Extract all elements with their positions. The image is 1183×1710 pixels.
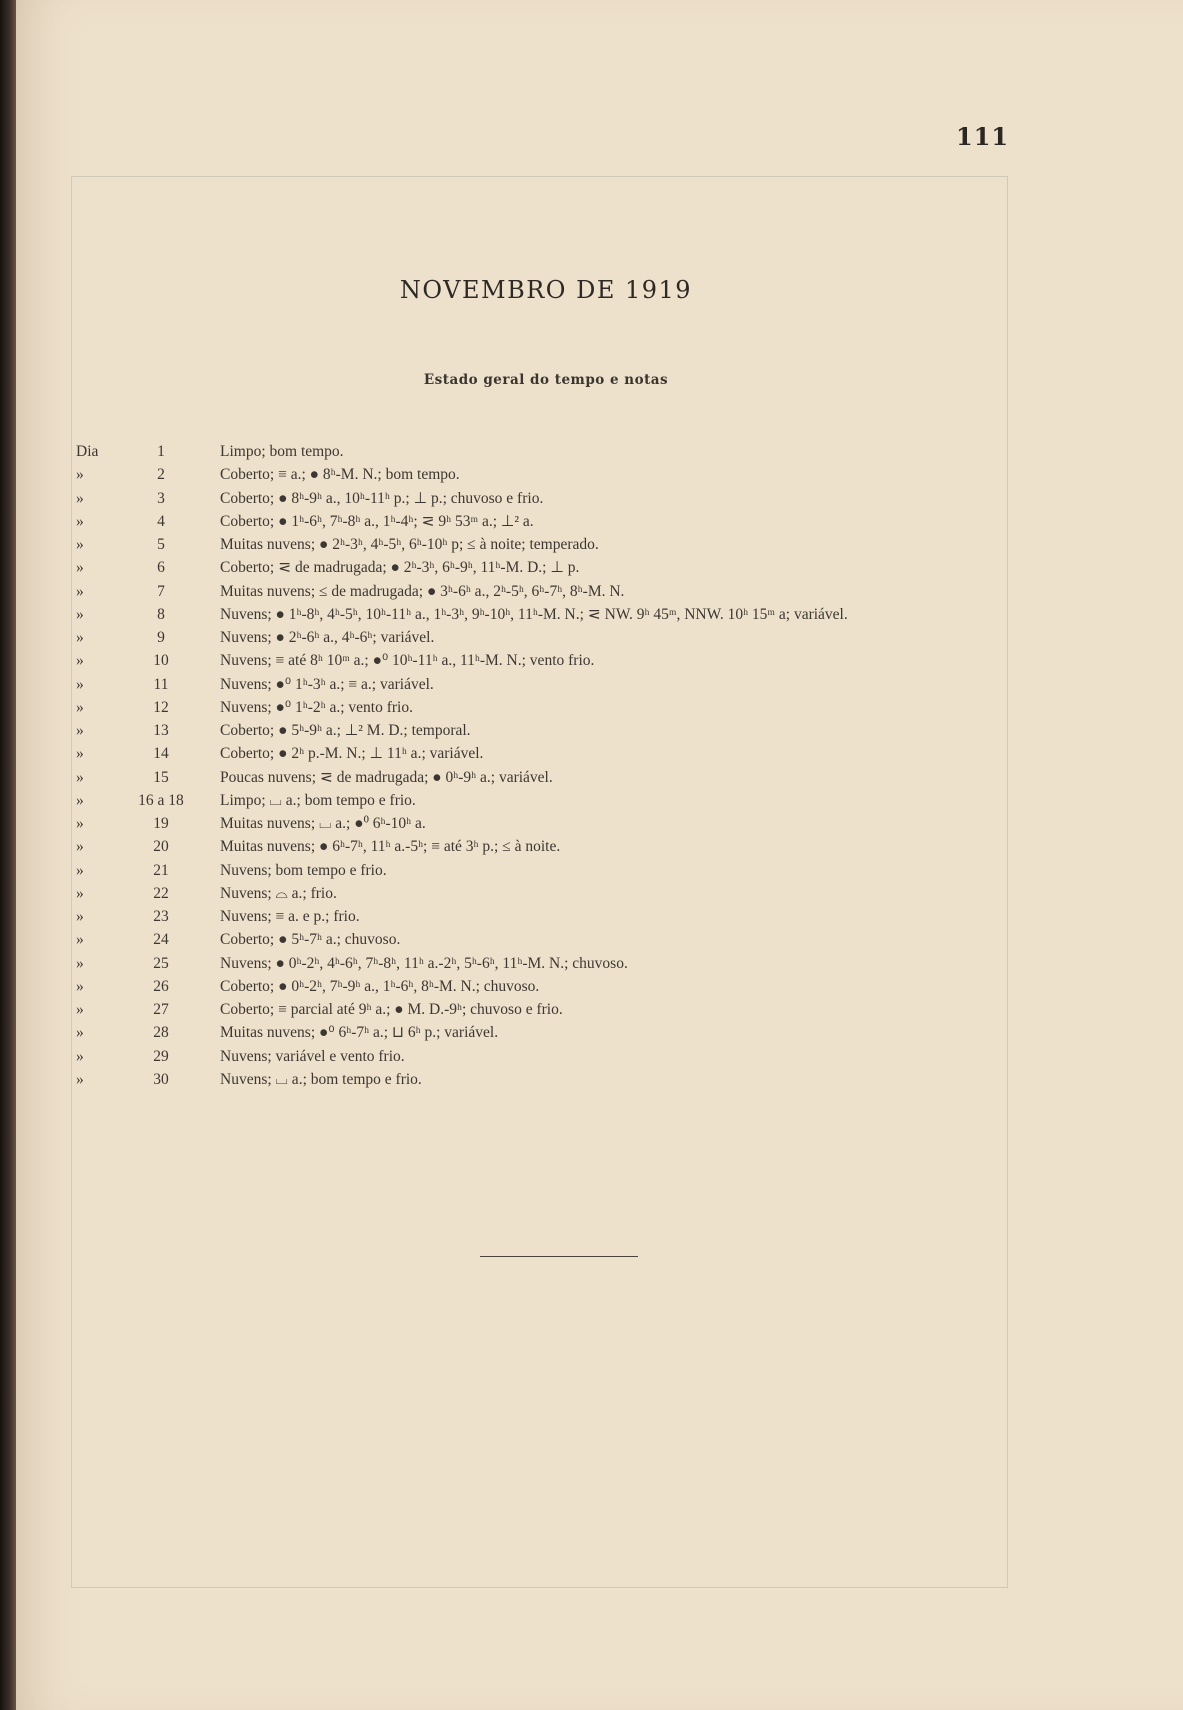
weather-note: Nuvens; ●⁰ 1ʰ-3ʰ a.; ≡ a.; variável. [220, 675, 434, 693]
day-entry-row [16, 1021, 1056, 1044]
day-number: 3 [157, 489, 165, 507]
day-number: 15 [153, 768, 169, 786]
day-number: 13 [153, 722, 169, 739]
weather-note: Coberto; ● 8ʰ-9ʰ a., 10ʰ-11ʰ p.; ⊥ p.; chuvoso e frio. [220, 489, 544, 507]
weather-note: Nuvens; ● 2ʰ-6ʰ a., 4ʰ-6ʰ; variável. [220, 629, 435, 646]
weather-note: Nuvens; bom tempo e frio. [220, 861, 387, 879]
weather-note: Nuvens; variável e vento frio. [220, 1047, 405, 1065]
day-number: 30 [153, 1070, 169, 1088]
day-entry-row [16, 487, 1056, 510]
weather-note: Coberto; ● 0ʰ-2ʰ, 7ʰ-9ʰ a., 1ʰ-6ʰ, 8ʰ-M. N.; chuvoso. [220, 977, 540, 995]
day-entry-row [16, 975, 1056, 998]
book-binding [0, 0, 16, 1710]
day-entry-row [16, 789, 1056, 812]
day-number: 1 [157, 443, 165, 460]
row-label: Dia [76, 443, 99, 460]
day-entry-row [16, 859, 1056, 882]
page-title: NOVEMBRO DE 1919 [399, 276, 693, 304]
weather-note: Nuvens; ● 0ʰ-2ʰ, 4ʰ-6ʰ, 7ʰ-8ʰ, 11ʰ a.-2ʰ, 5ʰ-6ʰ, 11ʰ-M. N.; chuvoso. [220, 954, 628, 972]
day-entry-row [16, 812, 1056, 835]
day-entry-row [16, 742, 1056, 765]
day-entry-row [16, 998, 1056, 1021]
weather-note: Coberto; ⋜ de madrugada; ● 2ʰ-3ʰ, 6ʰ-9ʰ, 11ʰ-M. D.; ⊥ p. [220, 559, 580, 577]
day-entry-row [16, 835, 1056, 858]
weather-note: Coberto; ≡ parcial até 9ʰ a.; ● M. D.-9ʰ; chuvoso e frio. [220, 1001, 563, 1018]
weather-note: Coberto; ≡ a.; ● 8ʰ-M. N.; bom tempo. [220, 466, 460, 484]
weather-note: Nuvens; ≡ até 8ʰ 10ᵐ a.; ●⁰ 10ʰ-11ʰ a., 11ʰ-M. N.; vento frio. [220, 652, 595, 670]
weather-note: Muitas nuvens; ● 6ʰ-7ʰ, 11ʰ a.-5ʰ; ≡ até 3ʰ p.; ≤ à noite. [220, 838, 561, 856]
day-number: 25 [153, 954, 169, 972]
day-number: 11 [153, 675, 169, 693]
weather-notes-list [16, 440, 1056, 1091]
day-entry-row [16, 626, 1056, 649]
row-label: » [76, 536, 84, 553]
weather-note: Muitas nuvens; ●⁰ 6ʰ-7ʰ a.; ⊔ 6ʰ p.; variável. [220, 1024, 499, 1042]
row-label: » [76, 861, 84, 879]
day-entry-row [16, 696, 1056, 719]
day-number: 4 [157, 512, 165, 530]
row-label: » [76, 675, 84, 693]
weather-note: Nuvens; ⌓ a.; frio. [220, 884, 337, 902]
weather-note: Limpo; ⌴ a.; bom tempo e frio. [220, 791, 416, 809]
closing-rule [480, 1256, 638, 1257]
day-number: 24 [153, 931, 169, 949]
weather-note: Coberto; ● 5ʰ-9ʰ a.; ⊥² M. D.; temporal. [220, 722, 471, 739]
day-entry-row [16, 719, 1056, 742]
day-number: 27 [153, 1001, 169, 1018]
row-label: » [76, 954, 84, 972]
weather-note: Coberto; ● 5ʰ-7ʰ a.; chuvoso. [220, 931, 401, 949]
row-label: » [76, 815, 84, 832]
row-label: » [76, 582, 84, 600]
row-label: » [76, 466, 84, 484]
row-label: » [76, 559, 84, 577]
day-number: 22 [153, 884, 169, 902]
weather-note: Poucas nuvens; ⋜ de madrugada; ● 0ʰ-9ʰ a.; variável. [220, 768, 553, 786]
day-number: 26 [153, 977, 169, 995]
weather-note: Muitas nuvens; ⌴ a.; ●⁰ 6ʰ-10ʰ a. [220, 815, 426, 832]
day-entry-row [16, 510, 1056, 533]
row-label: » [76, 838, 84, 856]
day-entry-row [16, 533, 1056, 556]
row-label: » [76, 512, 84, 530]
weather-note: Coberto; ● 2ʰ p.-M. N.; ⊥ 11ʰ a.; variável. [220, 745, 484, 763]
row-label: » [76, 768, 84, 786]
row-label: » [76, 977, 84, 995]
day-entry-row [16, 928, 1056, 951]
day-entry-row [16, 1068, 1056, 1091]
day-entry-row [16, 766, 1056, 789]
row-label: » [76, 1070, 84, 1088]
day-number: 16 a 18 [138, 791, 184, 809]
document-page [16, 0, 1183, 1710]
day-entry-row [16, 1045, 1056, 1068]
weather-note: Nuvens; ≡ a. e p.; frio. [220, 908, 360, 925]
weather-note: Nuvens; ●⁰ 1ʰ-2ʰ a.; vento frio. [220, 698, 413, 716]
weather-note: Nuvens; ● 1ʰ-8ʰ, 4ʰ-5ʰ, 10ʰ-11ʰ a., 1ʰ-3ʰ, 9ʰ-10ʰ, 11ʰ-M. N.; ⋜ NW. 9ʰ 45ᵐ, NNW. 10ʰ 15ᵐ a; variável. [220, 605, 848, 623]
weather-note: Coberto; ● 1ʰ-6ʰ, 7ʰ-8ʰ a., 1ʰ-4ʰ; ⋜ 9ʰ 53ᵐ a.; ⊥² a. [220, 512, 534, 530]
day-entry-row [16, 882, 1056, 905]
day-number: 10 [153, 652, 169, 670]
day-number: 2 [157, 466, 165, 484]
day-number: 29 [153, 1047, 169, 1065]
row-label: » [76, 722, 84, 739]
row-label: » [76, 652, 84, 670]
day-entry-row [16, 580, 1056, 603]
day-number: 9 [157, 629, 165, 646]
day-entry-row [16, 673, 1056, 696]
weather-note: Nuvens; ⌴ a.; bom tempo e frio. [220, 1070, 422, 1088]
row-label: » [76, 605, 84, 623]
day-number: 12 [153, 698, 169, 716]
day-entry-row [16, 649, 1056, 672]
day-number: 14 [153, 745, 169, 763]
day-entry-row [16, 952, 1056, 975]
day-entry-row [16, 905, 1056, 928]
day-entry-row [16, 463, 1056, 486]
page-subtitle: Estado geral do tempo e notas [423, 372, 669, 388]
weather-note: Muitas nuvens; ● 2ʰ-3ʰ, 4ʰ-5ʰ, 6ʰ-10ʰ p; ≤ à noite; temperado. [220, 536, 599, 553]
day-number: 7 [157, 582, 165, 600]
day-number: 19 [153, 815, 169, 832]
row-label: » [76, 1047, 84, 1065]
day-entry-row [16, 440, 1056, 463]
row-label: » [76, 1001, 84, 1018]
day-number: 28 [153, 1024, 169, 1042]
weather-note: Muitas nuvens; ≤ de madrugada; ● 3ʰ-6ʰ a., 2ʰ-5ʰ, 6ʰ-7ʰ, 8ʰ-M. N. [220, 582, 625, 600]
day-entry-row [16, 556, 1056, 579]
row-label: » [76, 698, 84, 716]
row-label: » [76, 908, 84, 925]
day-number: 5 [157, 536, 165, 553]
day-number: 6 [157, 559, 165, 577]
row-label: » [76, 791, 84, 809]
weather-note: Limpo; bom tempo. [220, 443, 344, 460]
row-label: » [76, 931, 84, 949]
row-label: » [76, 629, 84, 646]
day-number: 23 [153, 908, 169, 925]
day-number: 21 [153, 861, 169, 879]
row-label: » [76, 1024, 84, 1042]
day-number: 20 [153, 838, 169, 856]
row-label: » [76, 745, 84, 763]
row-label: » [76, 489, 84, 507]
row-label: » [76, 884, 84, 902]
day-number: 8 [157, 605, 165, 623]
page-number: 111 [956, 122, 1010, 151]
day-entry-row [16, 603, 1056, 626]
